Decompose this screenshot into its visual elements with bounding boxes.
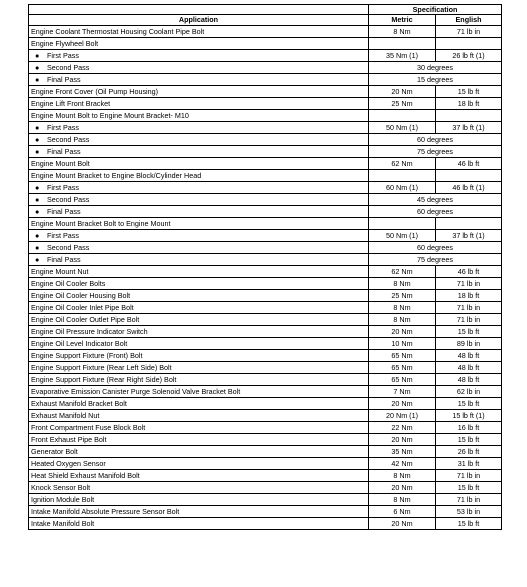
table-row [29, 206, 502, 218]
header-specification: Specification [369, 5, 502, 15]
row-application-substep [29, 182, 369, 194]
row-english-value: 16 lb ft [436, 422, 502, 434]
row-metric-value: 25 Nm [369, 98, 436, 110]
row-english-empty [436, 218, 502, 230]
row-metric-value: 8 Nm [369, 278, 436, 290]
table-row [29, 314, 502, 326]
bullet-icon: ● [35, 242, 40, 252]
row-application: Engine Oil Level Indicator Bolt [29, 338, 369, 350]
row-application: Engine Oil Pressure Indicator Switch [29, 326, 369, 338]
row-application: Intake Manifold Bolt [29, 518, 369, 530]
table-row [29, 134, 502, 146]
bullet-icon: ● [35, 206, 40, 216]
row-metric-value: 42 Nm [369, 458, 436, 470]
table-row [29, 470, 502, 482]
table-row [29, 350, 502, 362]
row-metric-value: 7 Nm [369, 386, 436, 398]
table-row [29, 38, 502, 50]
row-english-value: 48 lb ft [436, 362, 502, 374]
row-metric-value: 65 Nm [369, 350, 436, 362]
row-metric-value: 35 Nm (1) [369, 50, 436, 62]
row-metric-value: 65 Nm [369, 362, 436, 374]
row-application-heading: Engine Mount Bracket Bolt to Engine Mount [29, 218, 369, 230]
substep-label: Second Pass [47, 242, 90, 252]
table-row [29, 506, 502, 518]
row-angle-value: 60 degrees [369, 206, 502, 218]
row-application-substep [29, 50, 369, 62]
row-metric-value: 62 Nm [369, 266, 436, 278]
table-row [29, 482, 502, 494]
substep-label: Second Pass [47, 194, 90, 204]
row-metric-value: 8 Nm [369, 26, 436, 38]
row-english-value: 71 lb in [436, 314, 502, 326]
row-english-empty [436, 38, 502, 50]
row-english-value: 71 lb in [436, 470, 502, 482]
table-row [29, 254, 502, 266]
row-application: Knock Sensor Bolt [29, 482, 369, 494]
table-row [29, 362, 502, 374]
row-english-value: 18 lb ft [436, 290, 502, 302]
row-metric-value: 65 Nm [369, 374, 436, 386]
row-application-substep [29, 74, 369, 86]
row-angle-value: 30 degrees [369, 62, 502, 74]
table-row [29, 266, 502, 278]
table-row [29, 278, 502, 290]
row-english-value: 15 lb ft [436, 518, 502, 530]
row-metric-value: 22 Nm [369, 422, 436, 434]
bullet-icon: ● [35, 230, 40, 240]
row-english-value: 46 lb ft [436, 158, 502, 170]
table-row [29, 446, 502, 458]
row-english-value: 15 lb ft [436, 326, 502, 338]
row-english-value: 15 lb ft [436, 434, 502, 446]
row-metric-value: 20 Nm [369, 326, 436, 338]
header-metric: Metric [369, 15, 436, 26]
row-metric-value: 20 Nm [369, 434, 436, 446]
row-metric-value: 50 Nm (1) [369, 122, 436, 134]
row-metric-value: 20 Nm [369, 398, 436, 410]
row-english-value: 15 lb ft (1) [436, 410, 502, 422]
table-row [29, 518, 502, 530]
row-metric-value: 8 Nm [369, 314, 436, 326]
row-application: Exhaust Manifold Bracket Bolt [29, 398, 369, 410]
row-application: Heat Shield Exhaust Manifold Bolt [29, 470, 369, 482]
row-english-value: 62 lb in [436, 386, 502, 398]
table-row [29, 170, 502, 182]
row-metric-value: 10 Nm [369, 338, 436, 350]
row-metric-value: 62 Nm [369, 158, 436, 170]
row-application-substep [29, 62, 369, 74]
row-english-value: 18 lb ft [436, 98, 502, 110]
table-row [29, 86, 502, 98]
row-application: Engine Oil Cooler Bolts [29, 278, 369, 290]
table-row [29, 62, 502, 74]
table-row [29, 374, 502, 386]
table-row [29, 434, 502, 446]
row-application: Engine Support Fixture (Rear Right Side) Bolt [29, 374, 369, 386]
row-metric-empty [369, 110, 436, 122]
row-application: Front Compartment Fuse Block Bolt [29, 422, 369, 434]
row-english-value: 26 lb ft (1) [436, 50, 502, 62]
header-english: English [436, 15, 502, 26]
table-row [29, 410, 502, 422]
bullet-icon: ● [35, 50, 40, 60]
row-english-value: 48 lb ft [436, 350, 502, 362]
row-english-value: 31 lb ft [436, 458, 502, 470]
table-row [29, 194, 502, 206]
row-angle-value: 15 degrees [369, 74, 502, 86]
substep-label: Final Pass [47, 146, 81, 156]
row-application-substep [29, 194, 369, 206]
row-metric-value: 8 Nm [369, 470, 436, 482]
row-application: Engine Front Cover (Oil Pump Housing) [29, 86, 369, 98]
row-english-value: 48 lb ft [436, 374, 502, 386]
row-application: Generator Bolt [29, 446, 369, 458]
substep-label: First Pass [47, 182, 79, 192]
row-metric-value: 20 Nm [369, 482, 436, 494]
table-body [29, 26, 502, 530]
table-row [29, 74, 502, 86]
table-subheader-row [29, 15, 502, 26]
substep-label: Final Pass [47, 74, 81, 84]
table-row [29, 182, 502, 194]
table-row [29, 218, 502, 230]
row-english-value: 37 lb ft (1) [436, 122, 502, 134]
row-application: Engine Support Fixture (Front) Bolt [29, 350, 369, 362]
torque-spec-table [28, 4, 502, 530]
table-header-row [29, 5, 502, 15]
row-metric-empty [369, 218, 436, 230]
row-application: Engine Support Fixture (Rear Left Side) Bolt [29, 362, 369, 374]
bullet-icon: ● [35, 62, 40, 72]
table-row [29, 458, 502, 470]
substep-label: Second Pass [47, 62, 90, 72]
row-english-value: 26 lb ft [436, 446, 502, 458]
substep-label: First Pass [47, 122, 79, 132]
bullet-icon: ● [35, 146, 40, 156]
table-row [29, 302, 502, 314]
bullet-icon: ● [35, 74, 40, 84]
row-application: Intake Manifold Absolute Pressure Sensor Bolt [29, 506, 369, 518]
table-row [29, 158, 502, 170]
row-application-heading: Engine Mount Bracket to Engine Block/Cylinder Head [29, 170, 369, 182]
table-row [29, 242, 502, 254]
substep-label: Final Pass [47, 206, 81, 216]
row-english-value: 46 lb ft (1) [436, 182, 502, 194]
row-metric-value: 6 Nm [369, 506, 436, 518]
table-row [29, 290, 502, 302]
row-english-value: 46 lb ft [436, 266, 502, 278]
table-row [29, 326, 502, 338]
row-application-heading: Engine Flywheel Bolt [29, 38, 369, 50]
row-english-value: 53 lb in [436, 506, 502, 518]
bullet-icon: ● [35, 182, 40, 192]
row-metric-value: 20 Nm [369, 518, 436, 530]
table-row [29, 386, 502, 398]
row-english-empty [436, 170, 502, 182]
table-row [29, 338, 502, 350]
row-angle-value: 45 degrees [369, 194, 502, 206]
header-application: Application [29, 15, 369, 26]
table-row [29, 98, 502, 110]
row-metric-empty [369, 38, 436, 50]
row-english-value: 89 lb in [436, 338, 502, 350]
bullet-icon: ● [35, 134, 40, 144]
row-application-substep [29, 254, 369, 266]
row-application: Front Exhaust Pipe Bolt [29, 434, 369, 446]
row-english-value: 15 lb ft [436, 398, 502, 410]
row-application: Engine Oil Cooler Housing Bolt [29, 290, 369, 302]
row-application: Engine Coolant Thermostat Housing Coolant Pipe Bolt [29, 26, 369, 38]
bullet-icon: ● [35, 194, 40, 204]
row-application: Heated Oxygen Sensor [29, 458, 369, 470]
row-metric-value: 35 Nm [369, 446, 436, 458]
row-english-value: 15 lb ft [436, 86, 502, 98]
substep-label: First Pass [47, 230, 79, 240]
table-row [29, 398, 502, 410]
row-metric-value: 50 Nm (1) [369, 230, 436, 242]
row-metric-value: 8 Nm [369, 494, 436, 506]
row-metric-empty [369, 170, 436, 182]
row-english-value: 71 lb in [436, 494, 502, 506]
row-application-substep [29, 134, 369, 146]
row-metric-value: 8 Nm [369, 302, 436, 314]
row-application: Engine Oil Cooler Inlet Pipe Bolt [29, 302, 369, 314]
row-application-substep [29, 206, 369, 218]
row-metric-value: 20 Nm [369, 86, 436, 98]
row-english-empty [436, 110, 502, 122]
substep-label: Second Pass [47, 134, 90, 144]
row-application-heading: Engine Mount Bolt to Engine Mount Bracket- M10 [29, 110, 369, 122]
row-metric-value: 60 Nm (1) [369, 182, 436, 194]
substep-label: First Pass [47, 50, 79, 60]
row-english-value: 15 lb ft [436, 482, 502, 494]
row-application: Engine Mount Nut [29, 266, 369, 278]
row-application-substep [29, 230, 369, 242]
row-application-substep [29, 122, 369, 134]
header-blank [29, 5, 369, 15]
row-metric-value: 25 Nm [369, 290, 436, 302]
row-angle-value: 75 degrees [369, 146, 502, 158]
row-application: Engine Oil Cooler Outlet Pipe Bolt [29, 314, 369, 326]
row-angle-value: 60 degrees [369, 242, 502, 254]
row-english-value: 71 lb in [436, 278, 502, 290]
table-row [29, 422, 502, 434]
row-angle-value: 60 degrees [369, 134, 502, 146]
table-row [29, 122, 502, 134]
row-application: Engine Lift Front Bracket [29, 98, 369, 110]
row-angle-value: 75 degrees [369, 254, 502, 266]
row-application: Exhaust Manifold Nut [29, 410, 369, 422]
row-application: Engine Mount Bolt [29, 158, 369, 170]
table-row [29, 494, 502, 506]
row-application-substep [29, 146, 369, 158]
row-application-substep [29, 242, 369, 254]
table-row [29, 230, 502, 242]
row-english-value: 37 lb ft (1) [436, 230, 502, 242]
table-row [29, 110, 502, 122]
row-english-value: 71 lb in [436, 26, 502, 38]
table-row [29, 50, 502, 62]
row-application: Evaporative Emission Canister Purge Solenoid Valve Bracket Bolt [29, 386, 369, 398]
row-english-value: 71 lb in [436, 302, 502, 314]
bullet-icon: ● [35, 122, 40, 132]
substep-label: Final Pass [47, 254, 81, 264]
table-row [29, 146, 502, 158]
table-row [29, 26, 502, 38]
row-metric-value: 20 Nm (1) [369, 410, 436, 422]
bullet-icon: ● [35, 254, 40, 264]
row-application: Ignition Module Bolt [29, 494, 369, 506]
